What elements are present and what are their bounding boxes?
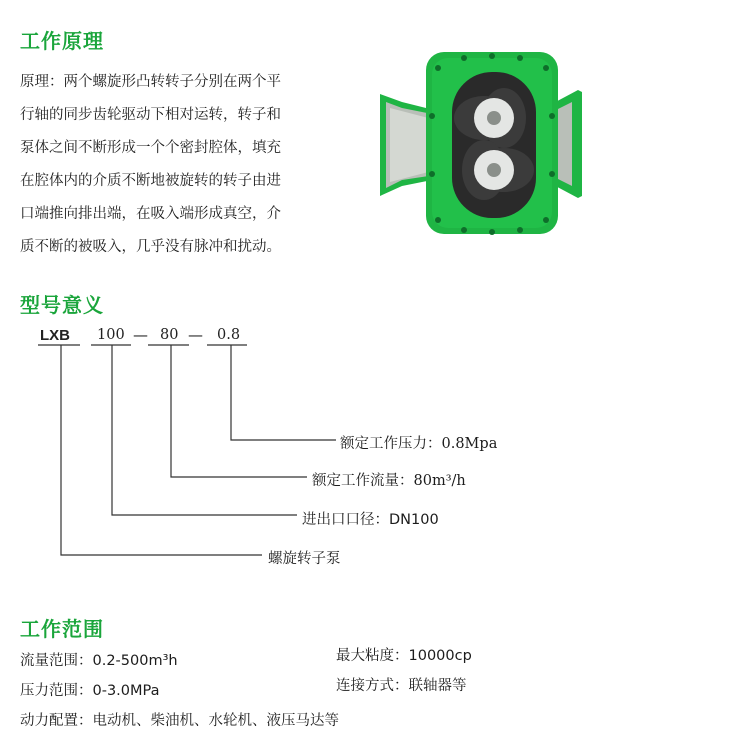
pressure-description-value: 0.8Mpa (441, 436, 498, 452)
pressure-description-label: 额定工作压力： (340, 436, 442, 452)
principle-line: 在腔体内的介质不断地被旋转的转子由进 (20, 173, 281, 189)
max-viscosity: 最大粘度：10000cp (336, 648, 472, 664)
model-pressure-code: 0.8 (217, 327, 241, 343)
flow-description-value: 80m³/h (413, 473, 466, 489)
model-diameter-code: 100 (97, 327, 125, 343)
principle-line: 原理：两个螺旋形凸转转子分别在两个平 (20, 74, 281, 90)
model-separator: — (133, 326, 148, 344)
diameter-description-label: 进出口口径： (302, 512, 389, 528)
power-configuration: 动力配置：电动机、柴油机、水轮机、液压马达等 (20, 713, 339, 729)
diameter-description (302, 508, 439, 529)
series-description: 螺旋转子泵 (268, 551, 341, 567)
flow-description-label: 额定工作流量： (312, 473, 414, 489)
principle-line: 行轴的同步齿轮驱动下相对运转，转子和 (20, 107, 281, 123)
model-flow-code: 80 (160, 327, 179, 343)
model-heading: 型号意义 (20, 293, 104, 317)
model-series-code: LXB (40, 327, 70, 344)
pressure-description (340, 432, 497, 453)
principle-line: 泵体之间不断形成一个个密封腔体，填充 (20, 140, 281, 156)
principle-line: 质不断的被吸入，几乎没有脉冲和扰动。 (20, 239, 281, 255)
model-separator: — (188, 326, 203, 344)
principle-line: 口端推向排出端，在吸入端形成真空，介 (20, 206, 281, 222)
pressure-range: 压力范围：0-3.0MPa (20, 683, 160, 699)
range-heading: 工作范围 (20, 617, 104, 641)
connection-method: 连接方式：联轴器等 (336, 678, 467, 694)
principle-heading: 工作原理 (20, 29, 104, 53)
diameter-description-value: DN100 (389, 512, 439, 528)
flow-range: 流量范围：0.2-500m³h (20, 653, 178, 669)
flow-description (312, 469, 466, 490)
